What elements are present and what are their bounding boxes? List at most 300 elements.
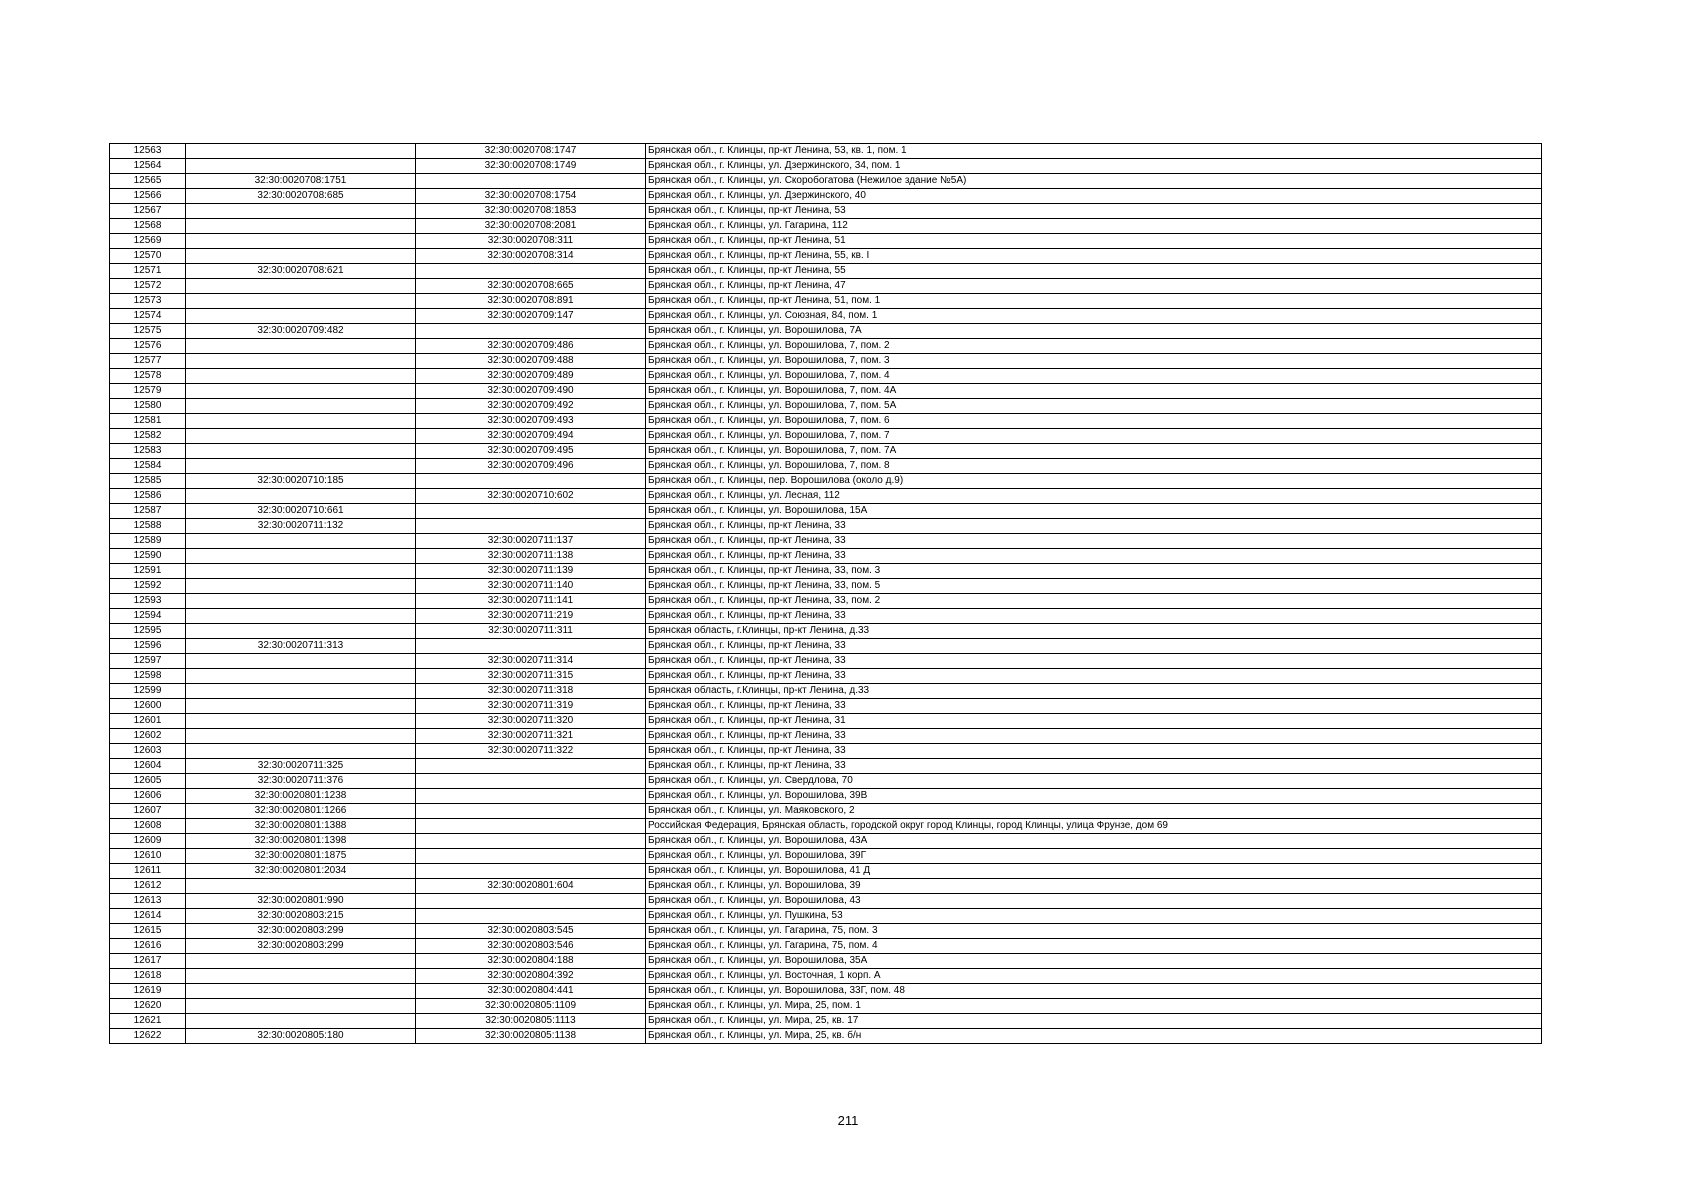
- related-cadastral-number-cell: 32:30:0020709:490: [416, 384, 646, 399]
- row-number-cell: 12566: [110, 189, 186, 204]
- row-number-cell: 12591: [110, 564, 186, 579]
- row-number-cell: 12575: [110, 324, 186, 339]
- cadastral-number-cell: [186, 714, 416, 729]
- address-cell: Брянская обл., г. Клинцы, пр-кт Ленина, 47: [646, 279, 1542, 294]
- table-row: [110, 414, 1542, 429]
- related-cadastral-number-cell: 32:30:0020708:311: [416, 234, 646, 249]
- row-number-cell: 12615: [110, 924, 186, 939]
- row-number-cell: 12611: [110, 864, 186, 879]
- row-number-cell: 12580: [110, 399, 186, 414]
- cadastral-number-cell: [186, 204, 416, 219]
- table-row: [110, 774, 1542, 789]
- table-row: [110, 189, 1542, 204]
- table-row: [110, 624, 1542, 639]
- related-cadastral-number-cell: [416, 864, 646, 879]
- cadastral-number-cell: [186, 549, 416, 564]
- table-row: [110, 804, 1542, 819]
- table-row: [110, 159, 1542, 174]
- row-number-cell: 12610: [110, 849, 186, 864]
- table-row: [110, 384, 1542, 399]
- related-cadastral-number-cell: 32:30:0020805:1109: [416, 999, 646, 1014]
- row-number-cell: 12616: [110, 939, 186, 954]
- row-number-cell: 12599: [110, 684, 186, 699]
- address-cell: Брянская обл., г. Клинцы, ул. Ворошилова, 35А: [646, 954, 1542, 969]
- related-cadastral-number-cell: 32:30:0020711:315: [416, 669, 646, 684]
- table-row: [110, 279, 1542, 294]
- cadastral-number-cell: 32:30:0020801:990: [186, 894, 416, 909]
- table-row: [110, 864, 1542, 879]
- address-cell: Брянская обл., г. Клинцы, ул. Ворошилова, 33Г, пом. 48: [646, 984, 1542, 999]
- related-cadastral-number-cell: 32:30:0020709:488: [416, 354, 646, 369]
- cadastral-number-cell: [186, 459, 416, 474]
- related-cadastral-number-cell: [416, 909, 646, 924]
- address-cell: Брянская обл., г. Клинцы, пр-кт Ленина, 33: [646, 609, 1542, 624]
- table-row: [110, 219, 1542, 234]
- cadastral-number-cell: [186, 969, 416, 984]
- row-number-cell: 12564: [110, 159, 186, 174]
- address-cell: Брянская обл., г. Клинцы, пр-кт Ленина, 33: [646, 534, 1542, 549]
- row-number-cell: 12596: [110, 639, 186, 654]
- cadastral-number-cell: [186, 219, 416, 234]
- row-number-cell: 12589: [110, 534, 186, 549]
- property-table: [109, 143, 1542, 1044]
- row-number-cell: 12568: [110, 219, 186, 234]
- table-row: [110, 609, 1542, 624]
- row-number-cell: 12586: [110, 489, 186, 504]
- table-row: [110, 714, 1542, 729]
- related-cadastral-number-cell: [416, 819, 646, 834]
- row-number-cell: 12571: [110, 264, 186, 279]
- address-cell: Брянская обл., г. Клинцы, ул. Дзержинского, 34, пом. 1: [646, 159, 1542, 174]
- cadastral-number-cell: [186, 339, 416, 354]
- cadastral-number-cell: 32:30:0020711:313: [186, 639, 416, 654]
- related-cadastral-number-cell: 32:30:0020804:441: [416, 984, 646, 999]
- row-number-cell: 12608: [110, 819, 186, 834]
- row-number-cell: 12619: [110, 984, 186, 999]
- table-row: [110, 729, 1542, 744]
- related-cadastral-number-cell: 32:30:0020711:137: [416, 534, 646, 549]
- table-row: [110, 984, 1542, 999]
- row-number-cell: 12613: [110, 894, 186, 909]
- address-cell: Брянская обл., г. Клинцы, пр-кт Ленина, 33: [646, 654, 1542, 669]
- address-cell: Брянская обл., г. Клинцы, пр-кт Ленина, 33: [646, 759, 1542, 774]
- related-cadastral-number-cell: 32:30:0020709:495: [416, 444, 646, 459]
- related-cadastral-number-cell: 32:30:0020709:496: [416, 459, 646, 474]
- cadastral-number-cell: [186, 699, 416, 714]
- related-cadastral-number-cell: 32:30:0020711:141: [416, 594, 646, 609]
- address-cell: Брянская обл., г. Клинцы, пр-кт Ленина, 53, кв. 1, пом. 1: [646, 144, 1542, 159]
- related-cadastral-number-cell: 32:30:0020709:486: [416, 339, 646, 354]
- row-number-cell: 12609: [110, 834, 186, 849]
- related-cadastral-number-cell: [416, 759, 646, 774]
- table-row: [110, 1014, 1542, 1029]
- table-row: [110, 909, 1542, 924]
- address-cell: Брянская обл., г. Клинцы, ул. Дзержинского, 40: [646, 189, 1542, 204]
- address-cell: Брянская обл., г. Клинцы, пер. Ворошилова (около д.9): [646, 474, 1542, 489]
- row-number-cell: 12603: [110, 744, 186, 759]
- address-cell: Брянская обл., г. Клинцы, пр-кт Ленина, 51, пом. 1: [646, 294, 1542, 309]
- row-number-cell: 12621: [110, 1014, 186, 1029]
- row-number-cell: 12588: [110, 519, 186, 534]
- related-cadastral-number-cell: 32:30:0020711:320: [416, 714, 646, 729]
- related-cadastral-number-cell: [416, 849, 646, 864]
- row-number-cell: 12573: [110, 294, 186, 309]
- row-number-cell: 12605: [110, 774, 186, 789]
- cadastral-number-cell: [186, 399, 416, 414]
- row-number-cell: 12574: [110, 309, 186, 324]
- row-number-cell: 12597: [110, 654, 186, 669]
- cadastral-number-cell: 32:30:0020803:215: [186, 909, 416, 924]
- related-cadastral-number-cell: 32:30:0020708:2081: [416, 219, 646, 234]
- cadastral-number-cell: 32:30:0020711:132: [186, 519, 416, 534]
- row-number-cell: 12583: [110, 444, 186, 459]
- table-row: [110, 474, 1542, 489]
- cadastral-number-cell: [186, 624, 416, 639]
- cadastral-number-cell: [186, 489, 416, 504]
- row-number-cell: 12595: [110, 624, 186, 639]
- table-row: [110, 999, 1542, 1014]
- address-cell: Брянская обл., г. Клинцы, пр-кт Ленина, 55, кв. I: [646, 249, 1542, 264]
- address-cell: Брянская обл., г. Клинцы, ул. Мира, 25, кв. 17: [646, 1014, 1542, 1029]
- related-cadastral-number-cell: 32:30:0020804:392: [416, 969, 646, 984]
- row-number-cell: 12604: [110, 759, 186, 774]
- cadastral-number-cell: [186, 354, 416, 369]
- related-cadastral-number-cell: [416, 474, 646, 489]
- table-row: [110, 519, 1542, 534]
- table-row: [110, 744, 1542, 759]
- table-row: [110, 399, 1542, 414]
- related-cadastral-number-cell: 32:30:0020709:147: [416, 309, 646, 324]
- address-cell: Брянская область, г.Клинцы, пр-кт Ленина, д.33: [646, 624, 1542, 639]
- related-cadastral-number-cell: 32:30:0020805:1138: [416, 1029, 646, 1044]
- cadastral-number-cell: [186, 609, 416, 624]
- cadastral-number-cell: [186, 384, 416, 399]
- row-number-cell: 12590: [110, 549, 186, 564]
- cadastral-number-cell: [186, 414, 416, 429]
- row-number-cell: 12582: [110, 429, 186, 444]
- related-cadastral-number-cell: 32:30:0020711:322: [416, 744, 646, 759]
- table-row: [110, 249, 1542, 264]
- table-row: [110, 564, 1542, 579]
- related-cadastral-number-cell: [416, 894, 646, 909]
- address-cell: Брянская обл., г. Клинцы, ул. Пушкина, 53: [646, 909, 1542, 924]
- cadastral-number-cell: [186, 159, 416, 174]
- table-row: [110, 294, 1542, 309]
- address-cell: Брянская обл., г. Клинцы, ул. Гагарина, 75, пом. 3: [646, 924, 1542, 939]
- related-cadastral-number-cell: 32:30:0020709:493: [416, 414, 646, 429]
- cadastral-number-cell: 32:30:0020708:1751: [186, 174, 416, 189]
- cadastral-number-cell: [186, 309, 416, 324]
- address-cell: Брянская обл., г. Клинцы, пр-кт Ленина, 51: [646, 234, 1542, 249]
- row-number-cell: 12567: [110, 204, 186, 219]
- related-cadastral-number-cell: [416, 834, 646, 849]
- address-cell: Брянская обл., г. Клинцы, ул. Ворошилова, 7, пом. 2: [646, 339, 1542, 354]
- row-number-cell: 12587: [110, 504, 186, 519]
- address-cell: Брянская обл., г. Клинцы, пр-кт Ленина, 53: [646, 204, 1542, 219]
- row-number-cell: 12581: [110, 414, 186, 429]
- row-number-cell: 12585: [110, 474, 186, 489]
- cadastral-number-cell: 32:30:0020711:325: [186, 759, 416, 774]
- row-number-cell: 12617: [110, 954, 186, 969]
- address-cell: Брянская обл., г. Клинцы, ул. Ворошилова, 7А: [646, 324, 1542, 339]
- address-cell: Брянская обл., г. Клинцы, ул. Скоробогатова (Нежилое здание №5А): [646, 174, 1542, 189]
- table-row: [110, 894, 1542, 909]
- related-cadastral-number-cell: 32:30:0020711:311: [416, 624, 646, 639]
- address-cell: Российская Федерация, Брянская область, городской округ город Клинцы, город Клинцы, улица Фрунзе, дом 69: [646, 819, 1542, 834]
- related-cadastral-number-cell: [416, 774, 646, 789]
- row-number-cell: 12622: [110, 1029, 186, 1044]
- related-cadastral-number-cell: 32:30:0020804:188: [416, 954, 646, 969]
- address-cell: Брянская обл., г. Клинцы, ул. Свердлова, 70: [646, 774, 1542, 789]
- page-number: 211: [837, 1113, 859, 1128]
- cadastral-number-cell: [186, 234, 416, 249]
- table-row: [110, 264, 1542, 279]
- related-cadastral-number-cell: 32:30:0020711:139: [416, 564, 646, 579]
- related-cadastral-number-cell: [416, 264, 646, 279]
- related-cadastral-number-cell: 32:30:0020711:140: [416, 579, 646, 594]
- cadastral-number-cell: 32:30:0020710:661: [186, 504, 416, 519]
- cadastral-number-cell: [186, 1014, 416, 1029]
- address-cell: Брянская обл., г. Клинцы, ул. Ворошилова, 39: [646, 879, 1542, 894]
- table-row: [110, 639, 1542, 654]
- address-cell: Брянская обл., г. Клинцы, ул. Ворошилова, 41 Д: [646, 864, 1542, 879]
- table-row: [110, 819, 1542, 834]
- table-row: [110, 879, 1542, 894]
- related-cadastral-number-cell: 32:30:0020803:545: [416, 924, 646, 939]
- address-cell: Брянская обл., г. Клинцы, пр-кт Ленина, 33: [646, 744, 1542, 759]
- table-row: [110, 369, 1542, 384]
- address-cell: Брянская обл., г. Клинцы, пр-кт Ленина, 33: [646, 519, 1542, 534]
- table-row: [110, 594, 1542, 609]
- address-cell: Брянская обл., г. Клинцы, пр-кт Ленина, 33, пом. 3: [646, 564, 1542, 579]
- table-row: [110, 489, 1542, 504]
- related-cadastral-number-cell: 32:30:0020805:1113: [416, 1014, 646, 1029]
- row-number-cell: 12598: [110, 669, 186, 684]
- table-row: [110, 324, 1542, 339]
- cadastral-number-cell: 32:30:0020803:299: [186, 924, 416, 939]
- row-number-cell: 12601: [110, 714, 186, 729]
- row-number-cell: 12600: [110, 699, 186, 714]
- related-cadastral-number-cell: [416, 174, 646, 189]
- cadastral-number-cell: [186, 249, 416, 264]
- address-cell: Брянская обл., г. Клинцы, ул. Союзная, 84, пом. 1: [646, 309, 1542, 324]
- cadastral-number-cell: 32:30:0020801:1238: [186, 789, 416, 804]
- cadastral-number-cell: [186, 444, 416, 459]
- table-row: [110, 174, 1542, 189]
- address-cell: Брянская обл., г. Клинцы, ул. Ворошилова, 7, пом. 5А: [646, 399, 1542, 414]
- cadastral-number-cell: 32:30:0020805:180: [186, 1029, 416, 1044]
- address-cell: Брянская обл., г. Клинцы, пр-кт Ленина, 31: [646, 714, 1542, 729]
- cadastral-number-cell: 32:30:0020708:685: [186, 189, 416, 204]
- related-cadastral-number-cell: 32:30:0020711:314: [416, 654, 646, 669]
- related-cadastral-number-cell: 32:30:0020708:314: [416, 249, 646, 264]
- table-row: [110, 924, 1542, 939]
- cadastral-number-cell: 32:30:0020801:2034: [186, 864, 416, 879]
- related-cadastral-number-cell: 32:30:0020708:1747: [416, 144, 646, 159]
- table-row: [110, 459, 1542, 474]
- row-number-cell: 12618: [110, 969, 186, 984]
- address-cell: Брянская обл., г. Клинцы, пр-кт Ленина, 55: [646, 264, 1542, 279]
- address-cell: Брянская обл., г. Клинцы, пр-кт Ленина, 33: [646, 669, 1542, 684]
- row-number-cell: 12614: [110, 909, 186, 924]
- related-cadastral-number-cell: [416, 519, 646, 534]
- related-cadastral-number-cell: 32:30:0020708:1853: [416, 204, 646, 219]
- cadastral-number-cell: [186, 954, 416, 969]
- table-row: [110, 954, 1542, 969]
- cadastral-number-cell: [186, 744, 416, 759]
- row-number-cell: 12576: [110, 339, 186, 354]
- table-row: [110, 579, 1542, 594]
- cadastral-number-cell: 32:30:0020803:299: [186, 939, 416, 954]
- table-row: [110, 849, 1542, 864]
- cadastral-number-cell: [186, 579, 416, 594]
- related-cadastral-number-cell: 32:30:0020803:546: [416, 939, 646, 954]
- address-cell: Брянская обл., г. Клинцы, ул. Ворошилова, 39Г: [646, 849, 1542, 864]
- table-row: [110, 969, 1542, 984]
- related-cadastral-number-cell: 32:30:0020709:489: [416, 369, 646, 384]
- row-number-cell: 12577: [110, 354, 186, 369]
- table-row: [110, 654, 1542, 669]
- row-number-cell: 12569: [110, 234, 186, 249]
- row-number-cell: 12592: [110, 579, 186, 594]
- related-cadastral-number-cell: 32:30:0020708:891: [416, 294, 646, 309]
- cadastral-number-cell: [186, 684, 416, 699]
- related-cadastral-number-cell: 32:30:0020709:494: [416, 429, 646, 444]
- address-cell: Брянская обл., г. Клинцы, пр-кт Ленина, 33: [646, 549, 1542, 564]
- table-row: [110, 684, 1542, 699]
- address-cell: Брянская обл., г. Клинцы, ул. Мира, 25, кв. б/н: [646, 1029, 1542, 1044]
- related-cadastral-number-cell: 32:30:0020711:321: [416, 729, 646, 744]
- cadastral-number-cell: [186, 594, 416, 609]
- row-number-cell: 12593: [110, 594, 186, 609]
- cadastral-number-cell: [186, 294, 416, 309]
- cadastral-number-cell: [186, 144, 416, 159]
- address-cell: Брянская обл., г. Клинцы, ул. Ворошилова, 15А: [646, 504, 1542, 519]
- cadastral-number-cell: [186, 984, 416, 999]
- cadastral-number-cell: [186, 369, 416, 384]
- related-cadastral-number-cell: 32:30:0020710:602: [416, 489, 646, 504]
- row-number-cell: 12594: [110, 609, 186, 624]
- cadastral-number-cell: [186, 534, 416, 549]
- related-cadastral-number-cell: [416, 639, 646, 654]
- row-number-cell: 12584: [110, 459, 186, 474]
- table-row: [110, 504, 1542, 519]
- address-cell: Брянская обл., г. Клинцы, ул. Гагарина, 112: [646, 219, 1542, 234]
- cadastral-number-cell: 32:30:0020801:1875: [186, 849, 416, 864]
- address-cell: Брянская обл., г. Клинцы, ул. Лесная, 112: [646, 489, 1542, 504]
- cadastral-number-cell: [186, 564, 416, 579]
- related-cadastral-number-cell: 32:30:0020711:318: [416, 684, 646, 699]
- table-row: [110, 834, 1542, 849]
- table-row: [110, 759, 1542, 774]
- address-cell: Брянская обл., г. Клинцы, ул. Ворошилова, 7, пом. 6: [646, 414, 1542, 429]
- cadastral-number-cell: [186, 729, 416, 744]
- address-cell: Брянская обл., г. Клинцы, ул. Ворошилова, 7, пом. 4А: [646, 384, 1542, 399]
- table-row: [110, 354, 1542, 369]
- row-number-cell: 12563: [110, 144, 186, 159]
- row-number-cell: 12607: [110, 804, 186, 819]
- address-cell: Брянская обл., г. Клинцы, ул. Ворошилова, 43А: [646, 834, 1542, 849]
- row-number-cell: 12578: [110, 369, 186, 384]
- table-row: [110, 549, 1542, 564]
- related-cadastral-number-cell: [416, 504, 646, 519]
- related-cadastral-number-cell: 32:30:0020708:1749: [416, 159, 646, 174]
- row-number-cell: 12612: [110, 879, 186, 894]
- address-cell: Брянская область, г.Клинцы, пр-кт Ленина, д.33: [646, 684, 1542, 699]
- cadastral-number-cell: 32:30:0020801:1398: [186, 834, 416, 849]
- cadastral-number-cell: 32:30:0020709:482: [186, 324, 416, 339]
- address-cell: Брянская обл., г. Клинцы, пр-кт Ленина, 33, пом. 5: [646, 579, 1542, 594]
- row-number-cell: 12579: [110, 384, 186, 399]
- related-cadastral-number-cell: 32:30:0020708:1754: [416, 189, 646, 204]
- address-cell: Брянская обл., г. Клинцы, ул. Ворошилова, 7, пом. 8: [646, 459, 1542, 474]
- property-table-body: [110, 144, 1542, 1044]
- related-cadastral-number-cell: 32:30:0020711:138: [416, 549, 646, 564]
- cadastral-number-cell: [186, 429, 416, 444]
- related-cadastral-number-cell: 32:30:0020708:665: [416, 279, 646, 294]
- related-cadastral-number-cell: [416, 789, 646, 804]
- table-row: [110, 144, 1542, 159]
- table-row: [110, 429, 1542, 444]
- address-cell: Брянская обл., г. Клинцы, ул. Ворошилова, 7, пом. 7: [646, 429, 1542, 444]
- row-number-cell: 12602: [110, 729, 186, 744]
- cadastral-number-cell: [186, 999, 416, 1014]
- address-cell: Брянская обл., г. Клинцы, ул. Ворошилова, 43: [646, 894, 1542, 909]
- address-cell: Брянская обл., г. Клинцы, пр-кт Ленина, 33: [646, 729, 1542, 744]
- cadastral-number-cell: 32:30:0020708:621: [186, 264, 416, 279]
- cadastral-number-cell: [186, 879, 416, 894]
- address-cell: Брянская обл., г. Клинцы, ул. Маяковского, 2: [646, 804, 1542, 819]
- row-number-cell: 12565: [110, 174, 186, 189]
- address-cell: Брянская обл., г. Клинцы, ул. Мира, 25, пом. 1: [646, 999, 1542, 1014]
- address-cell: Брянская обл., г. Клинцы, ул. Ворошилова, 7, пом. 3: [646, 354, 1542, 369]
- related-cadastral-number-cell: 32:30:0020711:319: [416, 699, 646, 714]
- table-row: [110, 1029, 1542, 1044]
- cadastral-number-cell: [186, 669, 416, 684]
- cadastral-number-cell: 32:30:0020801:1388: [186, 819, 416, 834]
- row-number-cell: 12606: [110, 789, 186, 804]
- address-cell: Брянская обл., г. Клинцы, ул. Ворошилова, 7, пом. 4: [646, 369, 1542, 384]
- address-cell: Брянская обл., г. Клинцы, пр-кт Ленина, 33, пом. 2: [646, 594, 1542, 609]
- row-number-cell: 12620: [110, 999, 186, 1014]
- row-number-cell: 12572: [110, 279, 186, 294]
- table-row: [110, 339, 1542, 354]
- table-row: [110, 309, 1542, 324]
- related-cadastral-number-cell: 32:30:0020801:604: [416, 879, 646, 894]
- row-number-cell: 12570: [110, 249, 186, 264]
- address-cell: Брянская обл., г. Клинцы, пр-кт Ленина, 33: [646, 699, 1542, 714]
- cadastral-number-cell: [186, 654, 416, 669]
- cadastral-number-cell: 32:30:0020801:1266: [186, 804, 416, 819]
- address-cell: Брянская обл., г. Клинцы, ул. Восточная, 1 корп. А: [646, 969, 1542, 984]
- address-cell: Брянская обл., г. Клинцы, ул. Ворошилова, 39В: [646, 789, 1542, 804]
- table-row: [110, 789, 1542, 804]
- table-row: [110, 204, 1542, 219]
- table-row: [110, 699, 1542, 714]
- table-row: [110, 939, 1542, 954]
- table-row: [110, 234, 1542, 249]
- related-cadastral-number-cell: 32:30:0020709:492: [416, 399, 646, 414]
- address-cell: Брянская обл., г. Клинцы, ул. Ворошилова, 7, пом. 7А: [646, 444, 1542, 459]
- table-row: [110, 669, 1542, 684]
- cadastral-number-cell: [186, 279, 416, 294]
- related-cadastral-number-cell: 32:30:0020711:219: [416, 609, 646, 624]
- related-cadastral-number-cell: [416, 324, 646, 339]
- cadastral-number-cell: 32:30:0020711:376: [186, 774, 416, 789]
- table-row: [110, 444, 1542, 459]
- related-cadastral-number-cell: [416, 804, 646, 819]
- address-cell: Брянская обл., г. Клинцы, ул. Гагарина, 75, пом. 4: [646, 939, 1542, 954]
